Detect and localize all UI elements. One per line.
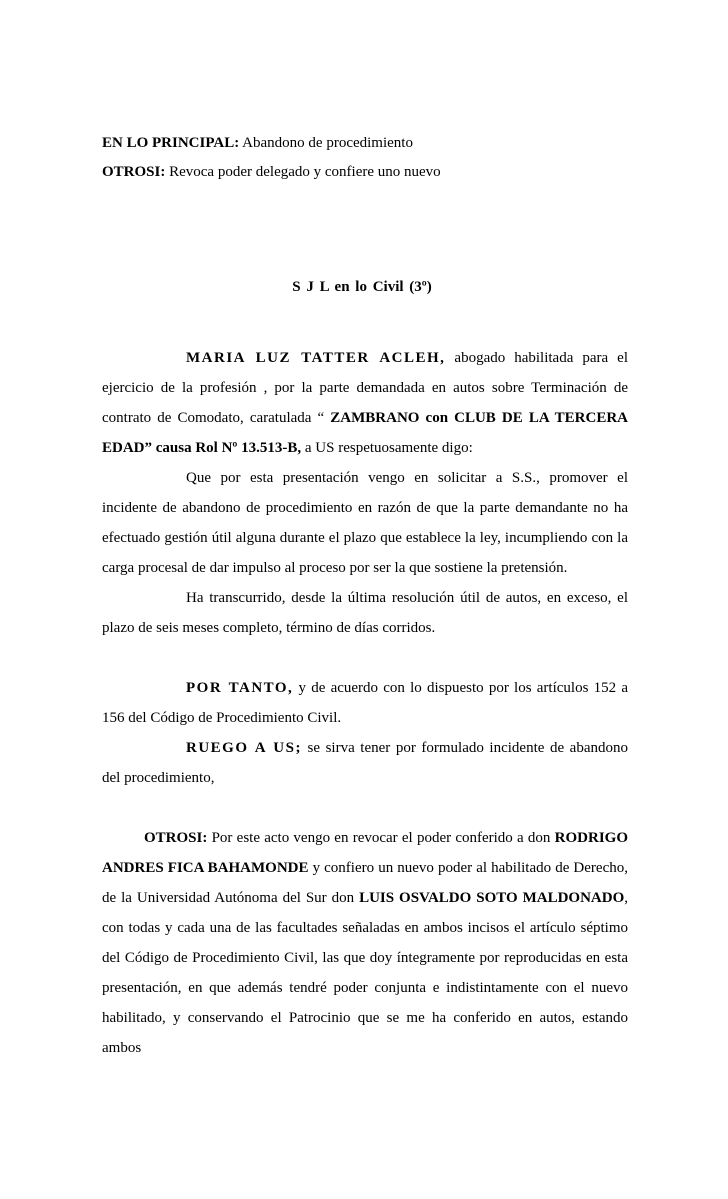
case-name: ZAMBRANO con CLUB DE LA TERCERA EDAD” causa Rol Nº 13.513-B, xyxy=(102,410,628,456)
principal-heading xyxy=(102,134,413,152)
ruego-text: se sirva tener por formulado incidente de abandono del procedimiento, xyxy=(102,740,628,786)
intro-text-b: a US respetuosamente digo: xyxy=(301,440,473,456)
paragraph-request: Que por esta presentación vengo en solicitar a S.S., promover el incidente de abandono de procedimiento en razón de que la parte demandante no ha efectuado gestión útil alguna durante el plazo que establece la ley, incumpliendo con la carga procesal de dar impulso al proceso por ser la que sostiene la pretensión. xyxy=(102,470,628,576)
paragraph-intro xyxy=(102,343,628,463)
otrosi-label: OTROSI: xyxy=(102,164,166,180)
otrosi-text-b: y confiero un nuevo poder al habilitado de Derecho, de la Universidad Autónoma del Sur don xyxy=(102,860,628,906)
otrosi-heading xyxy=(102,163,441,181)
ruego-label: RUEGO A US; xyxy=(186,740,302,756)
otrosi-body-label: OTROSI: xyxy=(144,830,208,846)
document-body xyxy=(102,343,628,1063)
attorney-name: MARIA LUZ TATTER ACLEH, xyxy=(186,350,446,366)
court-addressee xyxy=(0,278,728,296)
paragraph-elapsed: Ha transcurrido, desde la última resolución útil de autos, en exceso, el plazo de seis meses completo, término de días corridos. xyxy=(102,590,628,636)
paragraph-por-tanto xyxy=(102,673,628,733)
otrosi-text-c: , con todas y cada una de las facultades señaladas en ambos incisos el artículo séptimo del Código de Procedimiento Civil, las que doy íntegramente por reproducidas en esta presentación, en que además tendré poder conjunta e indistintamente con el nuevo habilitado, y conservando el Patrocinio que se me ha conferido en autos, estando ambos xyxy=(102,890,628,1056)
intro-text-a: abogado habilitada para el ejercicio de la profesión , por la parte demandada en autos sobre Terminación de contrato de Comodato, caratulada “ xyxy=(102,350,628,426)
new-attorney-name: LUIS OSVALDO SOTO MALDONADO xyxy=(359,890,625,906)
principal-text: Abandono de procedimiento xyxy=(242,135,413,151)
por-tanto-text: y de acuerdo con lo dispuesto por los artículos 152 a 156 del Código de Procedimiento Civil. xyxy=(102,680,628,726)
paragraph-ruego xyxy=(102,733,628,793)
paragraph-otrosi xyxy=(102,823,628,1063)
court-text: S J L en lo Civil (3º) xyxy=(292,279,432,295)
principal-label: EN LO PRINCIPAL: xyxy=(102,135,240,151)
por-tanto-label: POR TANTO, xyxy=(186,680,294,696)
otrosi-text-a: Por este acto vengo en revocar el poder conferido a don xyxy=(207,830,555,846)
otrosi-text: Revoca poder delegado y confiere uno nuevo xyxy=(169,164,441,180)
revoked-attorney-name: RODRIGO ANDRES FICA BAHAMONDE xyxy=(102,830,628,876)
